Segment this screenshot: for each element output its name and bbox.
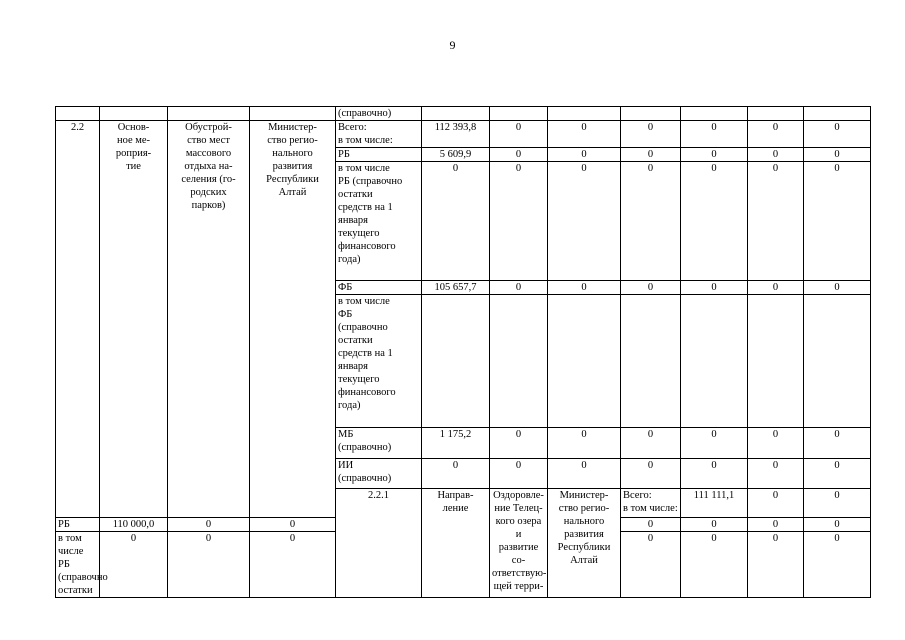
table-cell: 0 bbox=[621, 148, 681, 162]
table-cell: 0 bbox=[748, 489, 804, 518]
table-cell: Обустрой- ство мест массового отдыха на- селения (го- родских парков) bbox=[168, 121, 250, 518]
table-cell: 0 bbox=[422, 162, 490, 281]
table-cell: Направ- ление bbox=[422, 489, 490, 598]
table-cell bbox=[681, 295, 748, 428]
table-cell: 0 bbox=[621, 532, 681, 598]
table-cell: 0 bbox=[748, 428, 804, 459]
page-number: 9 bbox=[449, 38, 456, 52]
table-cell: 112 393,8 bbox=[422, 121, 490, 148]
table-cell bbox=[621, 295, 681, 428]
table-row bbox=[56, 107, 871, 121]
table-cell: 0 bbox=[681, 532, 748, 598]
table-cell: 0 bbox=[804, 148, 871, 162]
table-cell: 111 111,1 bbox=[681, 489, 748, 518]
table-cell: 0 bbox=[681, 162, 748, 281]
table-cell: 0 bbox=[621, 121, 681, 148]
table-cell bbox=[548, 295, 621, 428]
table-cell: Основ- ное ме- роприя- тие bbox=[100, 121, 168, 518]
table-cell: 0 bbox=[548, 148, 621, 162]
table-cell: 0 bbox=[250, 532, 336, 598]
table-cell bbox=[548, 107, 621, 121]
table-cell bbox=[490, 295, 548, 428]
table-cell bbox=[804, 107, 871, 121]
table-cell: РБ bbox=[56, 518, 100, 532]
table-cell: 0 bbox=[621, 428, 681, 459]
table-cell: 0 bbox=[621, 281, 681, 295]
table-cell: 0 bbox=[804, 518, 871, 532]
table-cell bbox=[490, 107, 548, 121]
table-cell: 0 bbox=[748, 121, 804, 148]
table-cell: 1 175,2 bbox=[422, 428, 490, 459]
table-cell: 0 bbox=[748, 532, 804, 598]
table-cell: 0 bbox=[548, 428, 621, 459]
table-cell: 0 bbox=[681, 281, 748, 295]
table-cell: Всего: в том числе: bbox=[621, 489, 681, 518]
table-cell: 0 bbox=[621, 459, 681, 489]
table-cell: в том числе РБ (справочно остатки средств на 1 января текущего финансового года) bbox=[336, 162, 422, 281]
table-cell: 0 bbox=[548, 162, 621, 281]
table-cell: ФБ bbox=[336, 281, 422, 295]
table-cell: 0 bbox=[168, 532, 250, 598]
table-cell: 0 bbox=[681, 148, 748, 162]
table-cell: в том числе РБ (справочно остатки bbox=[56, 532, 100, 598]
table-cell: РБ bbox=[336, 148, 422, 162]
table-cell: 0 bbox=[548, 121, 621, 148]
table-cell bbox=[681, 107, 748, 121]
table-cell: 105 657,7 bbox=[422, 281, 490, 295]
table-cell bbox=[56, 107, 100, 121]
table-cell: (справочно) bbox=[336, 107, 422, 121]
table-cell bbox=[250, 107, 336, 121]
table-cell: 0 bbox=[748, 148, 804, 162]
table-cell: 0 bbox=[168, 518, 250, 532]
table-cell bbox=[748, 295, 804, 428]
table-cell: 0 bbox=[804, 489, 871, 518]
table-cell bbox=[422, 107, 490, 121]
table-cell: 0 bbox=[490, 459, 548, 489]
table-cell: 0 bbox=[250, 518, 336, 532]
table-cell: МБ (справочно) bbox=[336, 428, 422, 459]
table-cell: 0 bbox=[490, 162, 548, 281]
table-cell: 0 bbox=[621, 518, 681, 532]
table-cell: 0 bbox=[548, 459, 621, 489]
table-cell: 0 bbox=[804, 532, 871, 598]
table-cell: 0 bbox=[681, 459, 748, 489]
table-cell: 2.2 bbox=[56, 121, 100, 518]
table-cell: 0 bbox=[490, 281, 548, 295]
table-cell: 0 bbox=[422, 459, 490, 489]
table-cell: 0 bbox=[748, 459, 804, 489]
table-cell: 0 bbox=[748, 518, 804, 532]
table-cell: 0 bbox=[548, 281, 621, 295]
table-cell: 0 bbox=[804, 121, 871, 148]
table-cell: 0 bbox=[748, 281, 804, 295]
table-cell: 0 bbox=[100, 532, 168, 598]
table-cell bbox=[621, 107, 681, 121]
table-cell: 0 bbox=[490, 428, 548, 459]
table-cell: Министер- ство регио- нального развития Республики Алтай bbox=[548, 489, 621, 598]
table-cell bbox=[804, 295, 871, 428]
table-cell bbox=[422, 295, 490, 428]
table-cell: 0 bbox=[621, 162, 681, 281]
table-cell bbox=[168, 107, 250, 121]
table-cell: Всего: в том числе: bbox=[336, 121, 422, 148]
table-cell: 110 000,0 bbox=[100, 518, 168, 532]
budget-table bbox=[55, 106, 871, 598]
table-cell: 0 bbox=[490, 148, 548, 162]
table-cell bbox=[100, 107, 168, 121]
table-cell: 0 bbox=[748, 162, 804, 281]
table-cell bbox=[748, 107, 804, 121]
table-cell: 0 bbox=[804, 459, 871, 489]
table-cell: в том числе ФБ (справочно остатки средств на 1 января текущего финансового года) bbox=[336, 295, 422, 428]
table-row bbox=[56, 121, 871, 148]
table-cell: ИИ (справочно) bbox=[336, 459, 422, 489]
table-cell: 0 bbox=[804, 162, 871, 281]
table-cell: 0 bbox=[804, 281, 871, 295]
table-cell: 0 bbox=[681, 121, 748, 148]
table-cell: 0 bbox=[681, 428, 748, 459]
table-cell: 5 609,9 bbox=[422, 148, 490, 162]
table-cell: 0 bbox=[681, 518, 748, 532]
table-cell: Оздоровле- ние Телец- кого озера и развитие со- ответствую- щей терри- bbox=[490, 489, 548, 598]
table-cell: 0 bbox=[804, 428, 871, 459]
table-cell: 2.2.1 bbox=[336, 489, 422, 598]
table-cell: Министер- ство регио- нального развития Республики Алтай bbox=[250, 121, 336, 518]
table-cell: 0 bbox=[490, 121, 548, 148]
